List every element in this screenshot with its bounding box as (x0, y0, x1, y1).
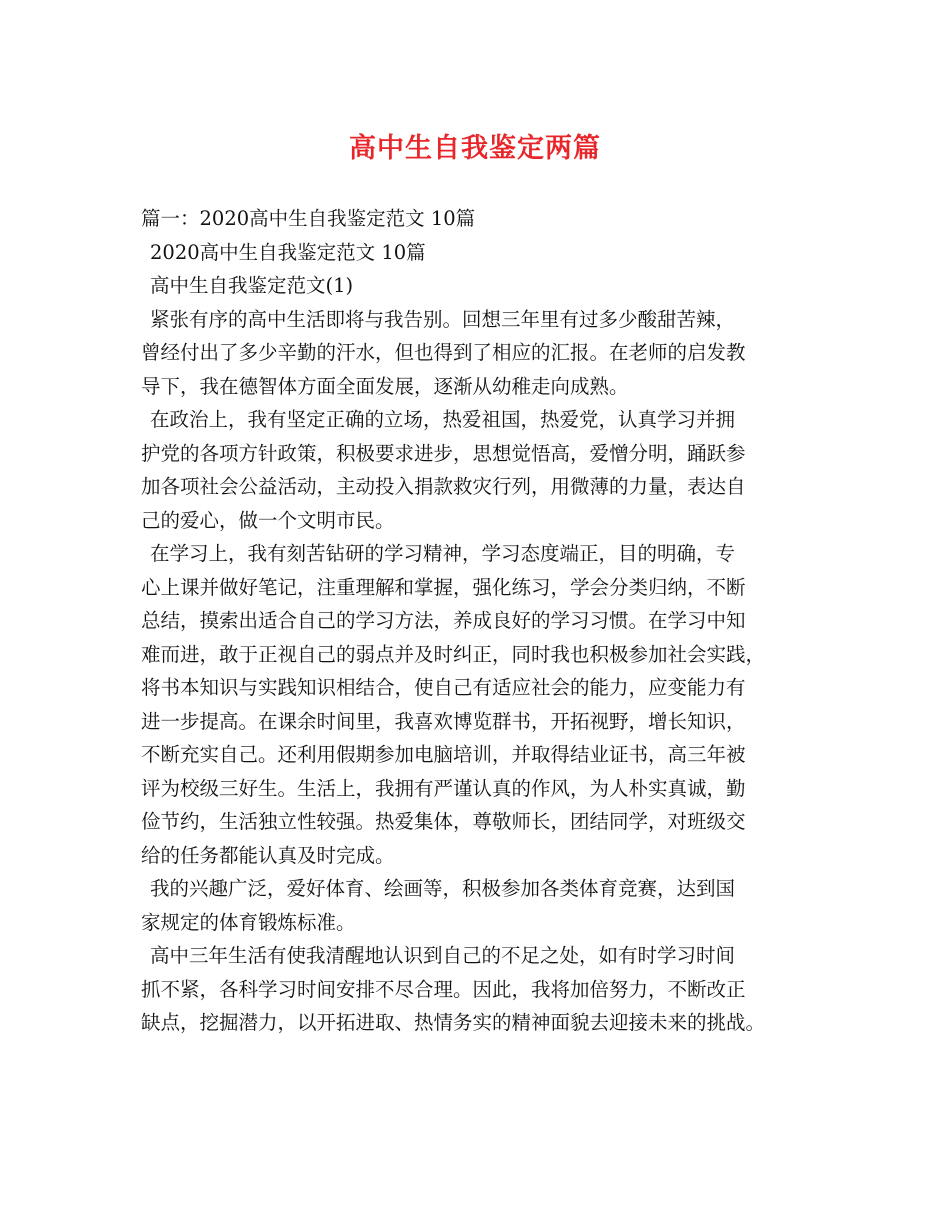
document-body (141, 202, 821, 1040)
subheading: 2020高中生自我鉴定范文 10篇 (150, 240, 426, 264)
paragraph-line: 曾经付出了多少辛勤的汗水，但也得到了相应的汇报。在老师的启发教 (141, 341, 746, 364)
paragraph-line: 紧张有序的高中生活即将与我告别。回想三年里有过多少酸甜苦辣， (150, 307, 736, 331)
section-heading: 篇一：2020高中生自我鉴定范文 10篇 (141, 207, 476, 230)
paragraph-line: 俭节约，生活独立性较强。热爱集体，尊敬师长，团结同学，对班级交 (141, 810, 746, 833)
paragraph-line: 缺点，挖掘潜力，以开拓进取、热情务实的精神面貌去迎接未来的挑战。 (141, 1011, 766, 1034)
document-title: 高中生自我鉴定两篇 (349, 133, 601, 164)
paragraph-line: 我的兴趣广泛，爱好体育、绘画等，积极参加各类体育竞赛，达到国 (150, 877, 736, 900)
paragraph-line: 将书本知识与实践知识相结合，使自己有适应社会的能力，应变能力有 (141, 676, 746, 699)
paragraph-line: 己的爱心，做一个文明市民。 (141, 508, 395, 532)
paragraph-line: 抓不紧，各科学习时间安排不尽合理。因此，我将加倍努力，不断改正 (141, 977, 746, 1001)
paragraph-line: 高中三年生活有使我清醒地认识到自己的不足之处，如有时学习时间 (150, 944, 736, 967)
paragraph-line: 加各项社会公益活动，主动投入捐款救灾行列，用微薄的力量，表达自 (141, 475, 746, 498)
paragraph-line: 家规定的体育锻炼标准。 (141, 910, 356, 934)
paragraph-line: 不断充实自己。还利用假期参加电脑培训，并取得结业证书，高三年被 (141, 743, 746, 766)
paragraph-line: 在学习上，我有刻苦钻研的学习精神，学习态度端正，目的明确，专 (150, 542, 736, 565)
paragraph-line: 护党的各项方针政策，积极要求进步，思想觉悟高，爱憎分明，踊跃参 (141, 441, 746, 465)
paragraph-line: 给的任务都能认真及时完成。 (141, 843, 395, 867)
paragraph-line: 评为校级三好生。生活上，我拥有严谨认真的作风，为人朴实真诚，勤 (141, 776, 746, 800)
subheading: 高中生自我鉴定范文(1) (150, 274, 354, 297)
paragraph-line: 心上课并做好笔记，注重理解和掌握，强化练习，学会分类归纳，不断 (141, 575, 746, 599)
paragraph-line: 总结，摸索出适合自己的学习方法，养成良好的学习习惯。在学习中知 (141, 609, 746, 632)
paragraph-line: 在政治上，我有坚定正确的立场，热爱祖国，热爱党，认真学习并拥 (150, 408, 736, 431)
paragraph-line: 导下，我在德智体方面全面发展，逐渐从幼稚走向成熟。 (141, 374, 629, 398)
paragraph-line: 进一步提高。在课余时间里，我喜欢博览群书，开拓视野，增长知识， (141, 709, 746, 733)
paragraph-line: 难而进，敢于正视自己的弱点并及时纠正，同时我也积极参加社会实践， (141, 642, 766, 666)
